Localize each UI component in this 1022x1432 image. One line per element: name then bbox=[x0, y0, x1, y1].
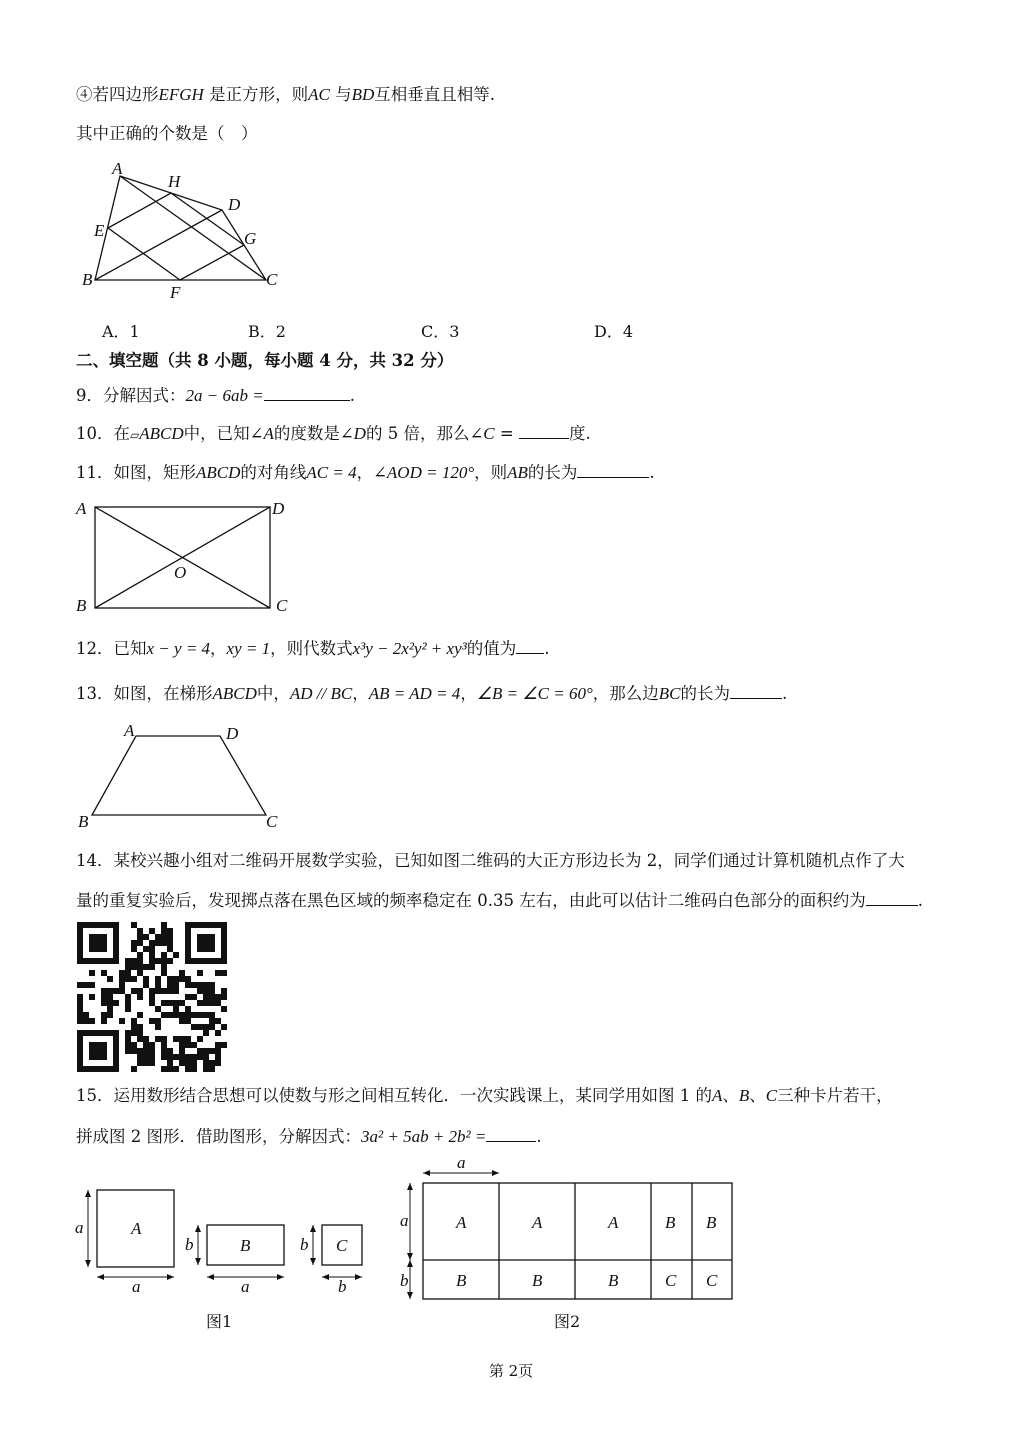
qr-module bbox=[203, 1054, 209, 1060]
q14-line2: 量的重复实验后，发现掷点落在黑色区域的频率稳定在 0.35 左右，由此可以估计二维码白色部分的面积约为 . bbox=[76, 891, 923, 910]
qr-module bbox=[179, 1060, 185, 1066]
qr-module bbox=[191, 1054, 197, 1060]
qr-module bbox=[221, 994, 227, 1000]
qr-code-image bbox=[77, 922, 227, 1072]
qr-module bbox=[131, 1030, 137, 1036]
qr-module bbox=[179, 1012, 185, 1018]
qr-module bbox=[185, 1054, 191, 1060]
qr-module bbox=[137, 1012, 143, 1018]
qr-module bbox=[143, 946, 149, 952]
qr-module bbox=[167, 958, 173, 964]
qr-module bbox=[149, 928, 155, 934]
qr-module bbox=[131, 1042, 137, 1048]
qr-module bbox=[125, 1036, 131, 1042]
grid-cell: B bbox=[608, 1271, 619, 1290]
qr-module bbox=[119, 970, 125, 976]
qr-module bbox=[101, 1012, 107, 1018]
qr-module bbox=[149, 994, 155, 1000]
qr-module bbox=[221, 1006, 227, 1012]
qr-module bbox=[191, 1042, 197, 1048]
qr-module bbox=[215, 1000, 221, 1006]
qr-module bbox=[197, 982, 203, 988]
qr-module bbox=[137, 1054, 143, 1060]
qr-module bbox=[155, 1018, 161, 1024]
qr-module bbox=[173, 1036, 179, 1042]
qr-module bbox=[149, 1054, 155, 1060]
qr-module bbox=[107, 1012, 113, 1018]
qr-module bbox=[185, 982, 191, 988]
qr-module bbox=[191, 1024, 197, 1030]
option-a: A．1 bbox=[102, 322, 140, 341]
grid-cell: B bbox=[456, 1271, 467, 1290]
qr-module bbox=[131, 964, 137, 970]
label-f: F bbox=[170, 283, 181, 302]
qr-module bbox=[191, 1060, 197, 1066]
qr-module bbox=[131, 976, 137, 982]
qr-module bbox=[125, 1048, 131, 1054]
qr-module bbox=[167, 976, 173, 982]
qr-module bbox=[137, 1060, 143, 1066]
qr-module bbox=[77, 1018, 83, 1024]
dim-a-top: a bbox=[457, 1153, 466, 1172]
qr-module bbox=[83, 1012, 89, 1018]
qr-module bbox=[119, 982, 125, 988]
qr-module bbox=[83, 1018, 89, 1024]
qr-module bbox=[137, 1048, 143, 1054]
qr-module bbox=[209, 994, 215, 1000]
answer-blank bbox=[516, 637, 544, 654]
qr-module bbox=[107, 1000, 113, 1006]
qr-module bbox=[161, 1036, 167, 1042]
qr-module bbox=[203, 994, 209, 1000]
qr-module bbox=[137, 1036, 143, 1042]
qr-module bbox=[197, 1012, 203, 1018]
qr-module bbox=[179, 1018, 185, 1024]
qr-module bbox=[167, 1012, 173, 1018]
qr-module bbox=[209, 1048, 215, 1054]
qr-module bbox=[155, 982, 161, 988]
qr-module bbox=[179, 970, 185, 976]
qr-module bbox=[167, 1066, 173, 1072]
label-d: D bbox=[226, 724, 239, 743]
qr-module bbox=[167, 946, 173, 952]
q9: 9．分解因式：2a − 6ab = . bbox=[76, 386, 355, 405]
qr-module bbox=[197, 1054, 203, 1060]
grid-cell: A bbox=[532, 1213, 543, 1232]
qr-module bbox=[143, 1048, 149, 1054]
qr-module bbox=[107, 976, 113, 982]
qr-module bbox=[155, 940, 161, 946]
qr-module bbox=[143, 976, 149, 982]
qr-module bbox=[155, 1006, 161, 1012]
qr-module bbox=[173, 1066, 179, 1072]
qr-module bbox=[191, 1066, 197, 1072]
dim-b-side: b bbox=[400, 1271, 409, 1290]
label-o: O bbox=[174, 563, 187, 582]
qr-module bbox=[161, 1012, 167, 1018]
qr-module bbox=[167, 988, 173, 994]
qr-module bbox=[137, 928, 143, 934]
dim-b-left: b bbox=[185, 1235, 194, 1254]
qr-module bbox=[155, 958, 161, 964]
qr-module bbox=[107, 994, 113, 1000]
qr-module bbox=[167, 928, 173, 934]
qr-module bbox=[185, 1060, 191, 1066]
option-d: D．4 bbox=[594, 322, 634, 341]
qr-module bbox=[143, 982, 149, 988]
label-c: C bbox=[266, 812, 278, 831]
q13: 13．如图，在梯形ABCD中，AD // BC，AB = AD = 4，∠B = ∠C = 60°，那么边BC的长为 . bbox=[76, 684, 788, 703]
answer-blank bbox=[577, 461, 649, 478]
qr-module bbox=[143, 1036, 149, 1042]
grid-cell: B bbox=[532, 1271, 543, 1290]
qr-module bbox=[113, 1000, 119, 1006]
card-a-label: A bbox=[131, 1219, 142, 1238]
qr-module bbox=[125, 1006, 131, 1012]
qr-module bbox=[185, 1018, 191, 1024]
answer-blank bbox=[866, 889, 918, 906]
qr-module bbox=[107, 988, 113, 994]
grid-cell: A bbox=[608, 1213, 619, 1232]
option-b: B．2 bbox=[248, 322, 286, 341]
qr-module bbox=[155, 1036, 161, 1042]
qr-module bbox=[185, 1036, 191, 1042]
card-c-label: C bbox=[336, 1236, 348, 1255]
qr-module bbox=[161, 934, 167, 940]
qr-module bbox=[167, 1054, 173, 1060]
label-a: A bbox=[112, 159, 123, 178]
qr-module bbox=[185, 1012, 191, 1018]
qr-module bbox=[149, 952, 155, 958]
qr-module bbox=[143, 1054, 149, 1060]
qr-module bbox=[185, 1042, 191, 1048]
trapezoid-abcd bbox=[92, 736, 266, 815]
qr-module bbox=[137, 952, 143, 958]
qr-module bbox=[149, 964, 155, 970]
qr-module bbox=[197, 1048, 203, 1054]
qr-module bbox=[161, 1054, 167, 1060]
qr-module bbox=[77, 1000, 83, 1006]
qr-module bbox=[83, 982, 89, 988]
q14-line1: 14．某校兴趣小组对二维码开展数学实验，已知如图二维码的大正方形边长为 2，同学们通过计算机随机点作了大 bbox=[76, 851, 905, 870]
qr-module bbox=[203, 1024, 209, 1030]
label-d: D bbox=[228, 195, 241, 214]
qr-module bbox=[215, 1018, 221, 1024]
qr-module bbox=[149, 1000, 155, 1006]
qr-module bbox=[197, 970, 203, 976]
q10: 10．在▱ABCD中，已知∠A的度数是∠D的 5 倍，那么∠C = 度. bbox=[76, 424, 591, 443]
qr-module bbox=[203, 1012, 209, 1018]
page-number: 第 2页 bbox=[488, 1362, 534, 1380]
qr-module bbox=[149, 988, 155, 994]
qr-module bbox=[167, 940, 173, 946]
grid-cell: B bbox=[665, 1213, 676, 1232]
qr-module bbox=[131, 1024, 137, 1030]
grid-cell: C bbox=[665, 1271, 677, 1290]
qr-module bbox=[221, 970, 227, 976]
qr-module bbox=[179, 1048, 185, 1054]
qr-module bbox=[119, 976, 125, 982]
qr-module bbox=[197, 1036, 203, 1042]
qr-module bbox=[173, 988, 179, 994]
qr-module bbox=[161, 988, 167, 994]
qr-module bbox=[101, 994, 107, 1000]
qr-module bbox=[77, 982, 83, 988]
answer-blank bbox=[519, 422, 569, 439]
dim-a-bottom-b: a bbox=[241, 1277, 250, 1296]
label-b: B bbox=[82, 270, 93, 289]
qr-module bbox=[173, 1054, 179, 1060]
qr-module bbox=[137, 1030, 143, 1036]
answer-blank bbox=[264, 384, 350, 401]
label-h: H bbox=[168, 172, 181, 191]
q15-line1: 15．运用数形结合思想可以使数与形之间相互转化．一次实践课上，某同学用如图 1 的A、B、C三种卡片若干， bbox=[76, 1086, 893, 1105]
qr-module bbox=[119, 1018, 125, 1024]
dim-b-bottom-c: b bbox=[338, 1277, 347, 1296]
qr-module bbox=[215, 970, 221, 976]
qr-module bbox=[155, 934, 161, 940]
qr-module bbox=[203, 1060, 209, 1066]
label-g: G bbox=[244, 229, 257, 248]
qr-module bbox=[173, 1012, 179, 1018]
qr-module bbox=[209, 1060, 215, 1066]
qr-module bbox=[167, 934, 173, 940]
qr-module bbox=[185, 994, 191, 1000]
qr-module bbox=[161, 928, 167, 934]
qr-module bbox=[125, 994, 131, 1000]
qr-module bbox=[125, 1042, 131, 1048]
qr-module bbox=[125, 976, 131, 982]
qr-module bbox=[137, 970, 143, 976]
qr-module bbox=[197, 1000, 203, 1006]
qr-module bbox=[161, 970, 167, 976]
qr-module bbox=[137, 988, 143, 994]
diagonal-bd bbox=[95, 210, 222, 280]
qr-module bbox=[209, 1012, 215, 1018]
qr-module bbox=[203, 982, 209, 988]
qr-module bbox=[137, 1024, 143, 1030]
diagonal-ac bbox=[120, 176, 266, 280]
qr-module bbox=[185, 1066, 191, 1072]
qr-module bbox=[89, 982, 95, 988]
qr-module bbox=[167, 982, 173, 988]
qr-module bbox=[167, 1000, 173, 1006]
qr-module bbox=[179, 1036, 185, 1042]
qr-module bbox=[161, 958, 167, 964]
grid-cell: C bbox=[706, 1271, 718, 1290]
qr-module bbox=[215, 1060, 221, 1066]
qr-module bbox=[89, 1042, 107, 1060]
qr-module bbox=[161, 1048, 167, 1054]
qr-module bbox=[131, 922, 137, 928]
qr-module bbox=[143, 964, 149, 970]
qr-module bbox=[173, 1006, 179, 1012]
qr-module bbox=[221, 988, 227, 994]
qr-module bbox=[215, 1048, 221, 1054]
qr-module bbox=[203, 988, 209, 994]
qr-module bbox=[143, 1042, 149, 1048]
qr-module bbox=[173, 952, 179, 958]
qr-module bbox=[179, 1054, 185, 1060]
qr-module bbox=[131, 1018, 137, 1024]
qr-module bbox=[101, 988, 107, 994]
qr-module bbox=[125, 1000, 131, 1006]
qr-module bbox=[149, 946, 155, 952]
qr-module bbox=[137, 934, 143, 940]
label-e: E bbox=[94, 221, 105, 240]
qr-module bbox=[179, 1042, 185, 1048]
label-c: C bbox=[276, 596, 288, 615]
qr-module bbox=[149, 1018, 155, 1024]
qr-module bbox=[173, 982, 179, 988]
grid-outline bbox=[423, 1183, 732, 1299]
q8-question: 其中正确的个数是（ ） bbox=[76, 124, 258, 143]
qr-module bbox=[131, 1066, 137, 1072]
quad-efgh bbox=[108, 193, 244, 280]
qr-module bbox=[209, 982, 215, 988]
qr-module bbox=[161, 922, 167, 928]
option-c: C．3 bbox=[421, 322, 460, 341]
dim-a-side: a bbox=[400, 1211, 409, 1230]
qr-module bbox=[197, 988, 203, 994]
answer-blank bbox=[486, 1125, 536, 1142]
qr-module bbox=[173, 976, 179, 982]
qr-module bbox=[149, 1048, 155, 1054]
qr-module bbox=[149, 940, 155, 946]
qr-module bbox=[221, 1024, 227, 1030]
qr-module bbox=[167, 1048, 173, 1054]
label-c: C bbox=[266, 270, 278, 289]
fig2-caption: 图2 bbox=[554, 1312, 581, 1331]
qr-module bbox=[137, 958, 143, 964]
qr-module bbox=[89, 934, 107, 952]
qr-module bbox=[77, 1012, 83, 1018]
qr-module bbox=[191, 994, 197, 1000]
qr-module bbox=[101, 1000, 107, 1006]
qr-module bbox=[137, 994, 143, 1000]
answer-blank bbox=[730, 682, 782, 699]
dim-b-left-c: b bbox=[300, 1235, 309, 1254]
qr-module bbox=[215, 994, 221, 1000]
qr-module bbox=[89, 970, 95, 976]
qr-module bbox=[113, 988, 119, 994]
qr-module bbox=[149, 1060, 155, 1066]
dim-a-bottom: a bbox=[132, 1277, 141, 1296]
quad-abcd bbox=[95, 176, 266, 280]
qr-module bbox=[203, 1030, 209, 1036]
card-b-label: B bbox=[240, 1236, 251, 1255]
qr-module bbox=[155, 976, 161, 982]
qr-module bbox=[179, 1000, 185, 1006]
qr-module bbox=[215, 1030, 221, 1036]
qr-module bbox=[209, 988, 215, 994]
qr-module bbox=[89, 1018, 95, 1024]
qr-module bbox=[155, 1024, 161, 1030]
qr-module bbox=[137, 964, 143, 970]
qr-module bbox=[221, 1042, 227, 1048]
qr-module bbox=[77, 1006, 83, 1012]
label-d: D bbox=[272, 499, 285, 518]
label-b: B bbox=[76, 596, 87, 615]
qr-module bbox=[143, 934, 149, 940]
qr-module bbox=[149, 958, 155, 964]
qr-module bbox=[191, 982, 197, 988]
qr-module bbox=[215, 1042, 221, 1048]
qr-module bbox=[101, 970, 107, 976]
qr-module bbox=[107, 1006, 113, 1012]
qr-module bbox=[161, 964, 167, 970]
qr-module bbox=[131, 988, 137, 994]
qr-module bbox=[119, 988, 125, 994]
label-a: A bbox=[124, 721, 135, 740]
qr-module bbox=[203, 1066, 209, 1072]
qr-module bbox=[203, 1048, 209, 1054]
qr-module bbox=[89, 994, 95, 1000]
qr-module bbox=[161, 1000, 167, 1006]
qr-module bbox=[197, 934, 215, 952]
qr-module bbox=[185, 976, 191, 982]
q15-line2: 拼成图 2 图形．借助图形，分解因式：3a² + 5ab + 2b² = . bbox=[76, 1127, 542, 1146]
fig1-caption: 图1 bbox=[206, 1312, 233, 1331]
qr-module bbox=[161, 1066, 167, 1072]
qr-module bbox=[179, 976, 185, 982]
qr-module bbox=[185, 1006, 191, 1012]
qr-module bbox=[125, 958, 131, 964]
qr-module bbox=[191, 1012, 197, 1018]
q11: 11．如图，矩形ABCD的对角线AC = 4，∠AOD = 120°，则AB的长为 . bbox=[76, 463, 655, 482]
qr-module bbox=[131, 958, 137, 964]
label-b: B bbox=[78, 812, 89, 831]
qr-module bbox=[125, 970, 131, 976]
label-a: A bbox=[76, 499, 87, 518]
qr-module bbox=[203, 1000, 209, 1006]
q12: 12．已知x − y = 4，xy = 1，则代数式x³y − 2x²y² + xy³的值为 . bbox=[76, 639, 550, 658]
qr-module bbox=[209, 1018, 215, 1024]
grid-cell: A bbox=[456, 1213, 467, 1232]
qr-module bbox=[173, 1000, 179, 1006]
qr-module bbox=[101, 1018, 107, 1024]
dim-a-left: a bbox=[75, 1218, 84, 1237]
qr-module bbox=[209, 1000, 215, 1006]
qr-module bbox=[209, 1066, 215, 1072]
qr-module bbox=[143, 1060, 149, 1066]
q8-statement-4: ④若四边形EFGH 是正方形，则AC 与BD互相垂直且相等. bbox=[76, 85, 495, 104]
qr-module bbox=[161, 952, 167, 958]
qr-module bbox=[125, 1030, 131, 1036]
qr-module bbox=[149, 1042, 155, 1048]
qr-module bbox=[131, 940, 137, 946]
qr-module bbox=[215, 1054, 221, 1060]
qr-module bbox=[167, 1060, 173, 1066]
qr-module bbox=[161, 1042, 167, 1048]
grid-cell: B bbox=[706, 1213, 717, 1232]
qr-module bbox=[125, 964, 131, 970]
qr-module bbox=[137, 940, 143, 946]
qr-module bbox=[161, 940, 167, 946]
qr-module bbox=[131, 1048, 137, 1054]
qr-module bbox=[197, 1024, 203, 1030]
qr-module bbox=[155, 988, 161, 994]
qr-module bbox=[209, 1024, 215, 1030]
qr-module bbox=[77, 994, 83, 1000]
section-title: 二、填空题（共 8 小题，每小题 4 分，共 32 分） bbox=[76, 351, 454, 370]
qr-module bbox=[131, 946, 137, 952]
